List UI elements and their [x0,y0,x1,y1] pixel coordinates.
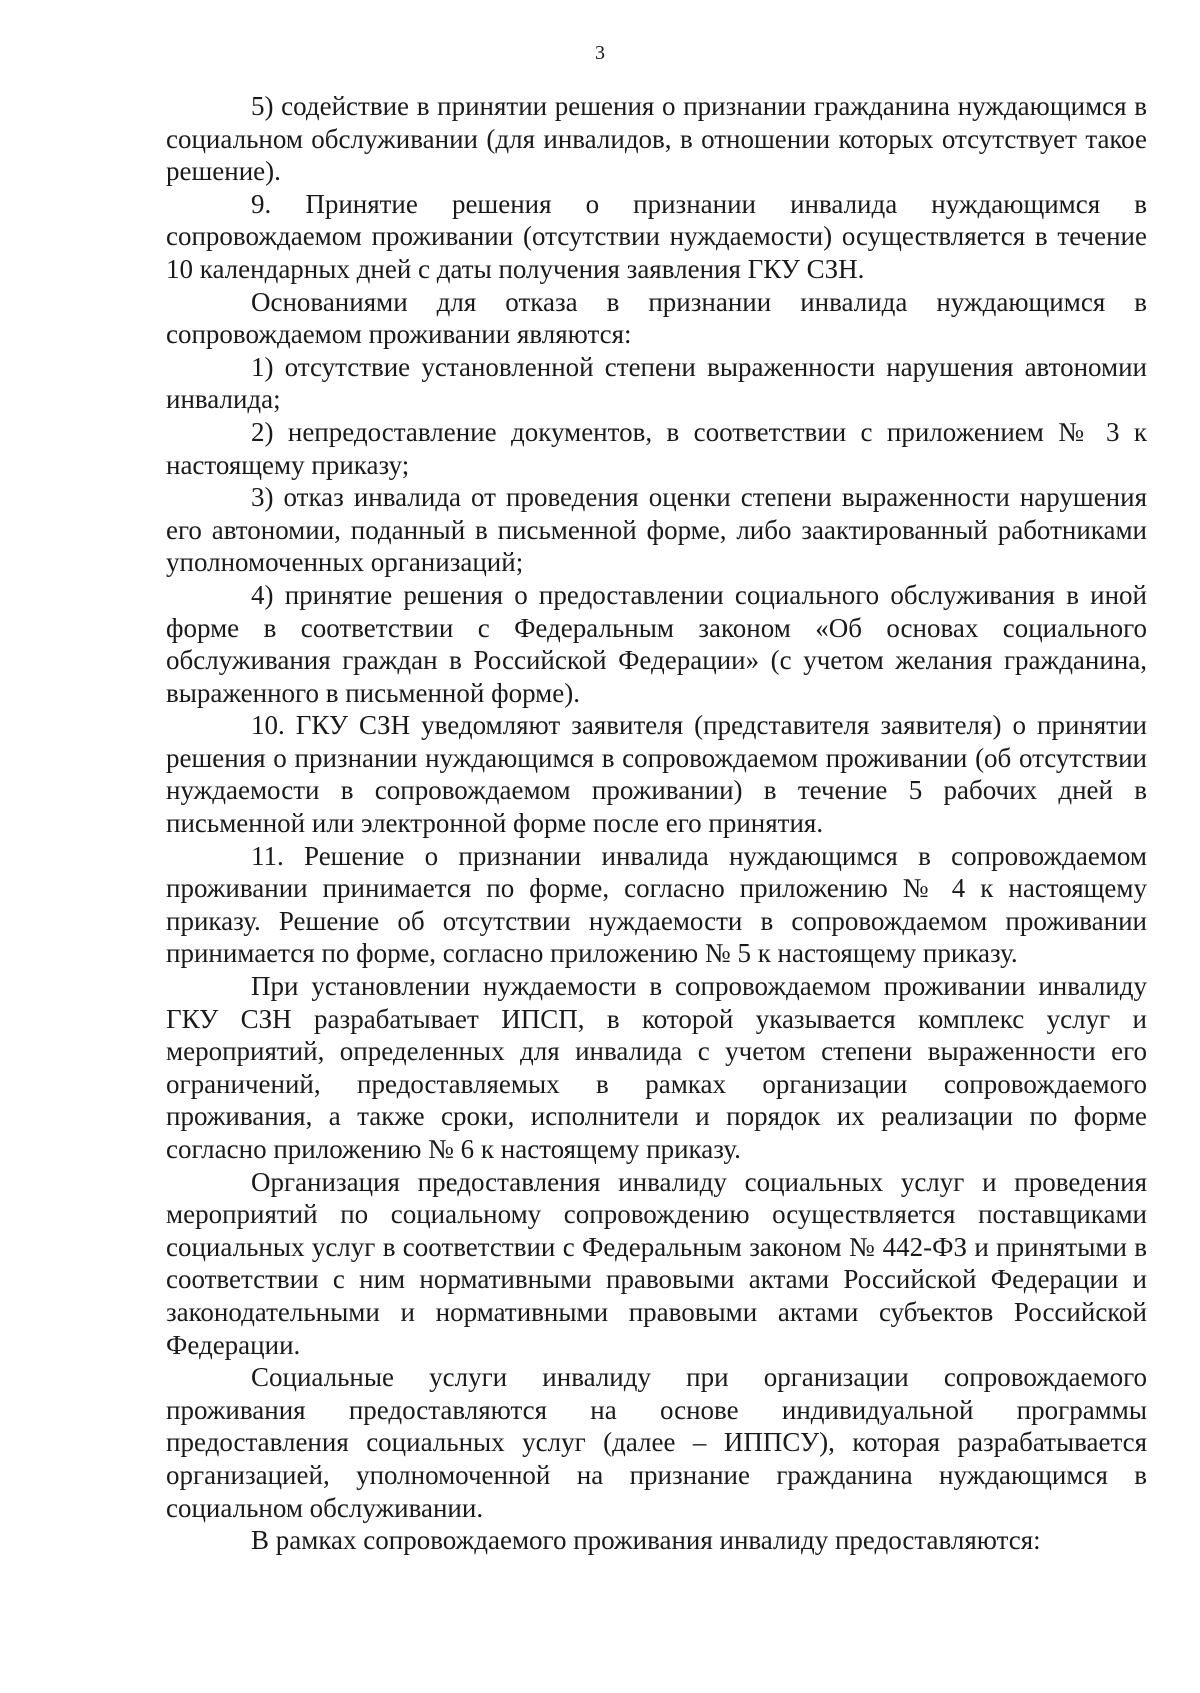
page-number: 3 [595,42,605,64]
paragraph-clause-9: 9. Принятие решения о признании инвалида нуждающимся в сопровождаемом проживании (отсутствии нуждаемости) осуществляется в течение 10 календарных дней с даты получения заявления ГКУ СЗН. [166,188,1147,284]
paragraph-clause-10: 10. ГКУ СЗН уведомляют заявителя (представителя заявителя) о принятии решения о признании нуждающимся в сопровождаемом проживании (об отсутствии нуждаемости в сопровождаемом проживании) в течение 5 рабочих дней в письменной или электронной форме после его принятия. [166,710,1147,839]
paragraph-provided-services: В рамках сопровождаемого проживания инвалиду предоставляются: [251,1525,1041,1556]
paragraph-ipsp: При установлении нуждаемости в сопровождаемом проживании инвалиду ГКУ СЗН разрабатывает ИПСП, в которой указывается комплекс услуг и мероприятий, определенных для инвалида с учетом степени выраженности его ограничений, предоставляемых в рамках организации сопровождаемого проживания, а также сроки, исполнители и порядок их реализации по форме согласно приложению № 6 к настоящему приказу. [166,971,1147,1164]
paragraph-clause-11: 11. Решение о признании инвалида нуждающимся в сопровождаемом проживании принимается по форме, согласно приложению № 4 к настоящему приказу. Решение об отсутствии нуждаемости в сопровождаемом проживании принимается по форме, согласно приложению № 5 к настоящему приказу. [166,840,1147,969]
paragraph-ground-2: 2) непредоставление документов, в соответствии с приложением № 3 к настоящему приказу; [166,416,1147,480]
paragraph-ippsu: Социальные услуги инвалиду при организации сопровождаемого проживания предоставляются на основе индивидуальной программы предоставления социальных услуг (далее – ИППСУ), которая разрабатывается организацией, уполномоченной на признание гражданина нуждающимся в социальном обслуживании. [166,1362,1147,1523]
paragraph-ground-3: 3) отказ инвалида от проведения оценки степени выраженности нарушения его автономии, поданный в письменной форме, либо заактированный работниками уполномоченных организаций; [166,482,1147,578]
paragraph-item-5-assistance: 5) содействие в принятии решения о признании гражданина нуждающимся в социальном обслуживании (для инвалидов, в отношении которых отсутствует такое решение). [166,91,1147,187]
paragraph-ground-4: 4) принятие решения о предоставлении социального обслуживания в иной форме в соответствии с Федеральным законом «Об основах социального обслуживания граждан в Российской Федерации» (с учетом желания гражданина, выраженного в письменной форме). [166,579,1147,708]
document-body [166,90,1147,1557]
paragraph-service-organization: Организация предоставления инвалиду социальных услуг и проведения мероприятий по социальному сопровождению осуществляется поставщиками социальных услуг в соответствии с Федеральным законом № 442-ФЗ и принятыми в соответствии с ним нормативными правовыми актами Российской Федерации и законодательными и нормативными правовыми актами субъектов Российской Федерации. [166,1166,1147,1360]
paragraph-ground-1: 1) отсутствие установленной степени выраженности нарушения автономии инвалида; [166,351,1147,415]
paragraph-refusal-grounds: Основаниями для отказа в признании инвалида нуждающимся в сопровождаемом проживании являются: [166,286,1147,350]
